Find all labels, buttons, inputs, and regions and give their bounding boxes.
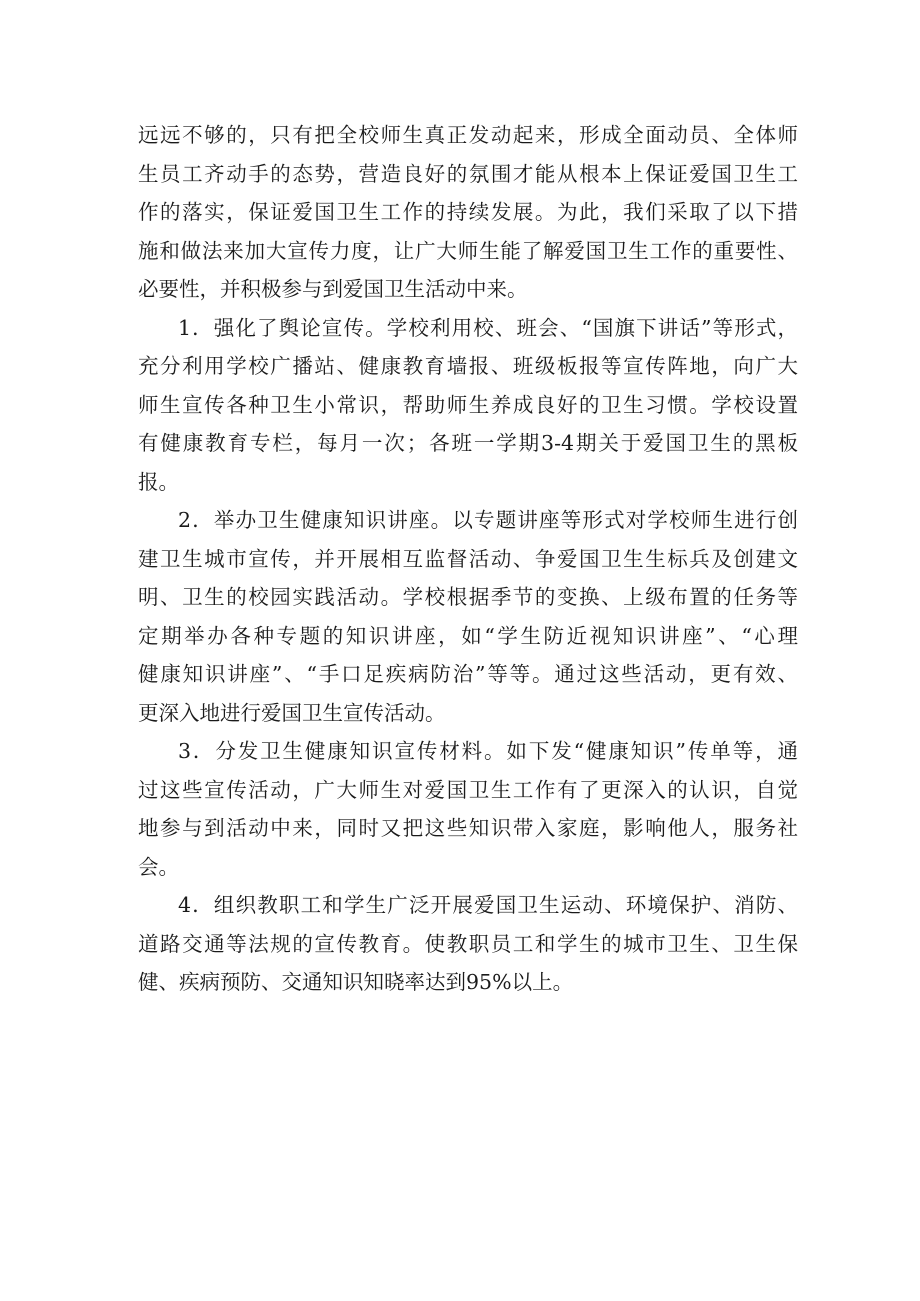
text-line: 有健康教育专栏，每月一次；各班一学期3-4期关于爱国卫生的黑板 — [138, 431, 798, 455]
text-line: 建卫生城市宣传，并开展相互监督活动、争爱国卫生生标兵及创建文 — [138, 546, 798, 571]
document-body — [138, 116, 798, 1002]
text-line: 生员工齐动手的态势，营造良好的氛围才能从根本上保证爱国卫生工 — [138, 161, 798, 186]
text-line: 作的落实，保证爱国卫生工作的持续发展。为此，我们采取了以下措 — [138, 200, 798, 224]
paragraph-item-2 — [138, 501, 798, 732]
text-line: 地参与到活动中来，同时又把这些知识带入家庭，影响他人，服务社 — [138, 816, 798, 840]
text-line: 会。 — [138, 854, 179, 879]
paragraph-item-4 — [138, 886, 798, 1002]
text-line: 2．举办卫生健康知识讲座。以专题讲座等形式对学校师生进行创 — [178, 508, 798, 532]
text-line: 报。 — [138, 469, 179, 494]
text-line: 道路交通等法规的宣传教育。使教职员工和学生的城市卫生、卫生保 — [138, 931, 798, 956]
text-line: 远远不够的，只有把全校师生真正发动起来，形成全面动员、全体师 — [138, 123, 798, 147]
text-line: 过这些宣传活动，广大师生对爱国卫生工作有了更深入的认识，自觉 — [138, 777, 798, 802]
text-line: 更深入地进行爱国卫生宣传活动。 — [138, 700, 446, 725]
text-line: 4．组织教职工和学生广泛开展爱国卫生运动、环境保护、消防、 — [178, 893, 798, 917]
paragraph-item-3 — [138, 732, 798, 886]
text-line: 明、卫生的校园实践活动。学校根据季节的变换、上级布置的任务等 — [138, 585, 798, 609]
text-line: 充分利用学校广播站、健康教育墙报、班级板报等宣传阵地，向广大 — [138, 354, 798, 378]
text-line: 1．强化了舆论宣传。学校利用校、班会、“国旗下讲话”等形式， — [178, 315, 798, 340]
text-line: 必要性，并积极参与到爱国卫生活动中来。 — [138, 277, 528, 301]
text-line: 健、疾病预防、交通知识知晓率达到95%以上。 — [138, 970, 574, 994]
text-line: 师生宣传各种卫生小常识，帮助师生养成良好的卫生习惯。学校设置 — [138, 392, 798, 417]
paragraph-item-1 — [138, 309, 798, 502]
text-line: 3．分发卫生健康知识宣传材料。如下发“健康知识”传单等，通 — [178, 739, 798, 763]
text-line: 健康知识讲座”、“手口足疾病防治”等等。通过这些活动，更有效、 — [138, 662, 798, 686]
text-line: 施和做法来加大宣传力度，让广大师生能了解爱国卫生工作的重要性、 — [138, 238, 798, 263]
text-line: 定期举办各种专题的知识讲座，如“学生防近视知识讲座”、“心理 — [138, 623, 798, 648]
paragraph-intro — [138, 116, 798, 309]
